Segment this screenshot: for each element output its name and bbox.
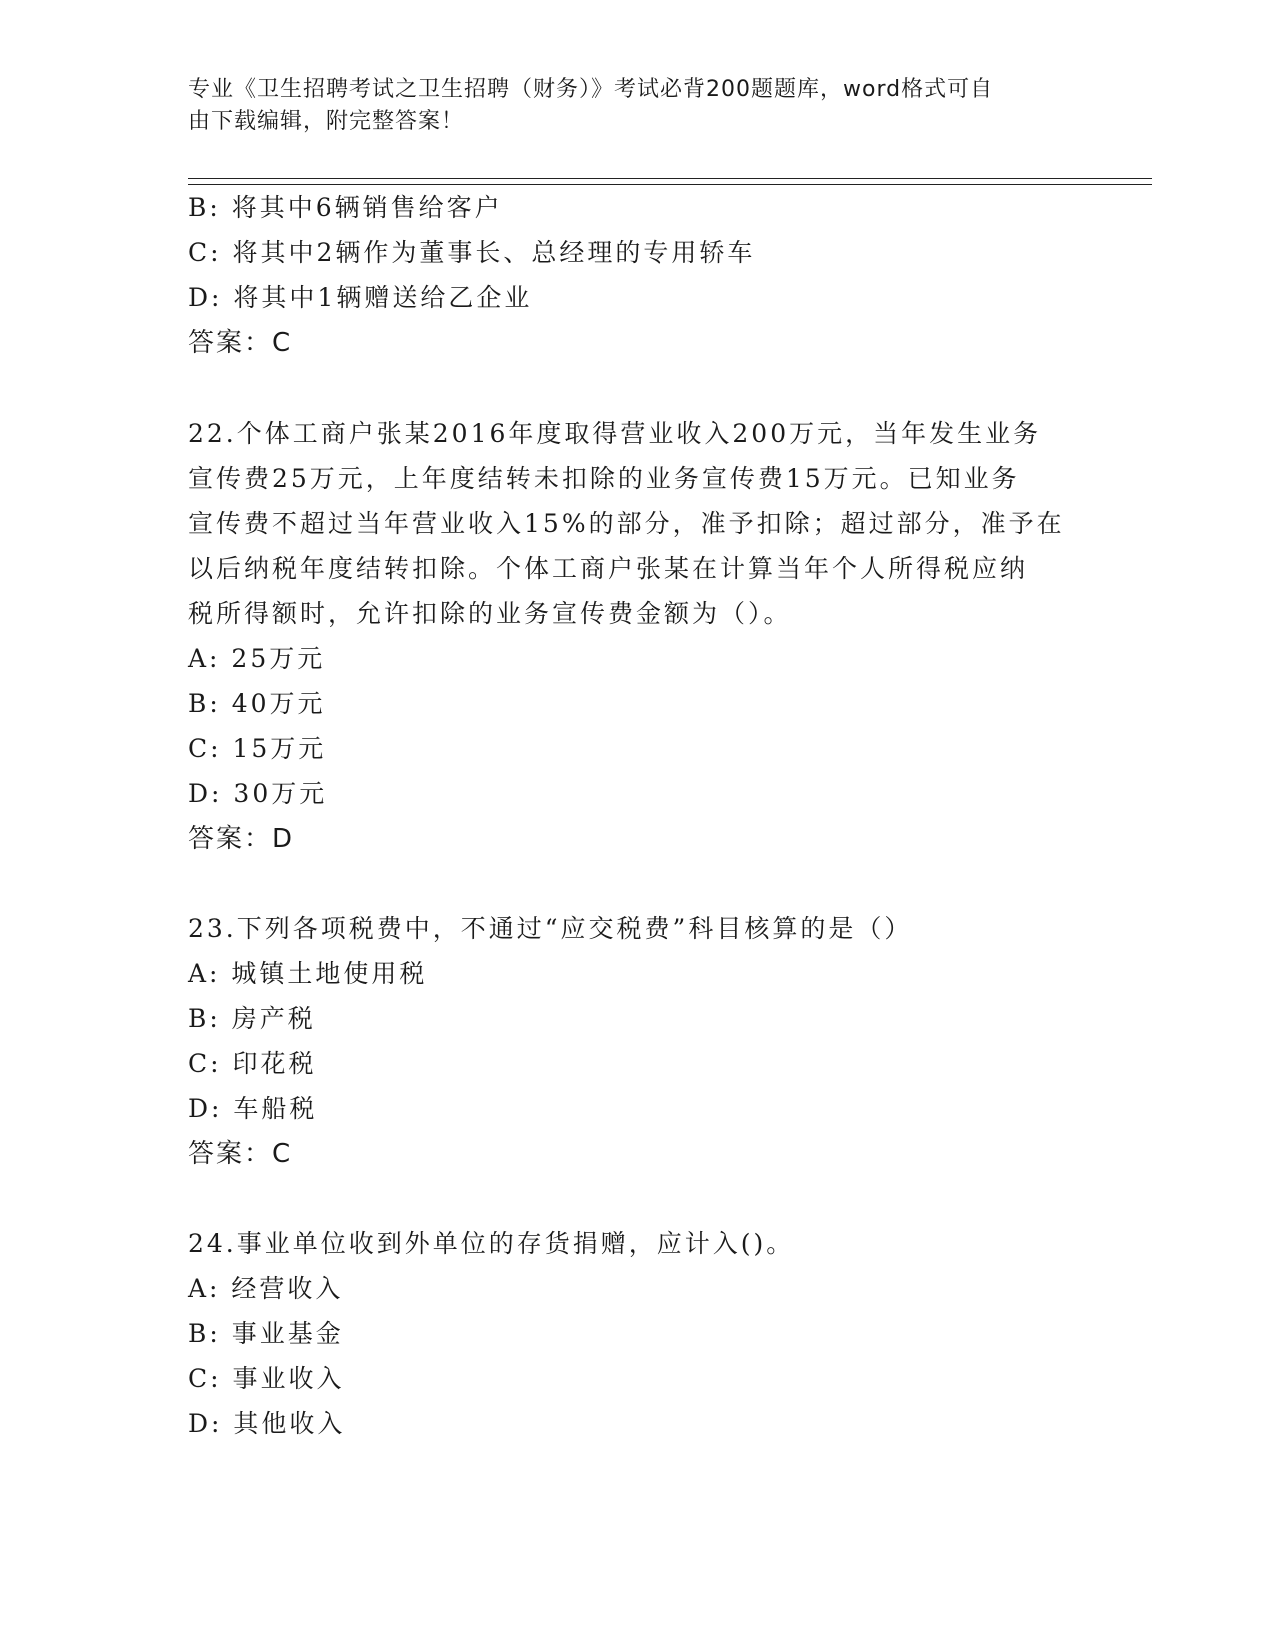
q24-stem: 24.事业单位收到外单位的存货捐赠，应计入()。 — [188, 1229, 795, 1258]
q23-option-c: C: 印花税 — [188, 1049, 317, 1078]
q24-option-d: D: 其他收入 — [188, 1409, 346, 1438]
q24-option-a: A: 经营收入 — [188, 1274, 344, 1303]
document-header — [188, 74, 1088, 138]
q24-option-c: C: 事业收入 — [188, 1364, 345, 1393]
q23-answer: 答案：C — [188, 1139, 293, 1169]
q22-answer: 答案：D — [188, 824, 295, 854]
q22-stem-line-2: 宣传费25万元，上年度结转未扣除的业务宣传费15万元。已知业务 — [188, 464, 1020, 493]
q23-option-d: D: 车船税 — [188, 1094, 318, 1123]
q21-option-b: B: 将其中6辆销售给客户 — [188, 193, 503, 222]
q22-stem-line-3: 宣传费不超过当年营业收入15%的部分，准予扣除；超过部分，准予在 — [188, 509, 1065, 538]
q23-stem: 23.下列各项税费中，不通过“应交税费”科目核算的是（） — [188, 914, 913, 943]
q22-option-a: A: 25万元 — [188, 644, 326, 673]
q21-answer: 答案：C — [188, 328, 293, 358]
q21-option-d: D: 将其中1辆赠送给乙企业 — [188, 283, 533, 312]
q22-stem-line-4: 以后纳税年度结转扣除。个体工商户张某在计算当年个人所得税应纳 — [188, 554, 1029, 583]
q22-stem-line-5: 税所得额时，允许扣除的业务宣传费金额为（）。 — [188, 599, 792, 628]
q21-option-c: C: 将其中2辆作为董事长、总经理的专用轿车 — [188, 238, 756, 267]
header-line-1: 专业《卫生招聘考试之卫生招聘（财务）》考试必背200题题库，word格式可自 — [188, 77, 994, 102]
q22-stem-line-1: 22.个体工商户张某2016年度取得营业收入200万元，当年发生业务 — [188, 419, 1042, 448]
q24-option-b: B: 事业基金 — [188, 1319, 344, 1348]
header-line-2: 由下载编辑，附完整答案！ — [188, 109, 465, 134]
q23-option-b: B: 房产税 — [188, 1004, 316, 1033]
q22-option-b: B: 40万元 — [188, 689, 326, 718]
q22-option-c: C: 15万元 — [188, 734, 327, 763]
header-divider-bottom — [188, 184, 1152, 185]
q23-option-a: A: 城镇土地使用税 — [188, 959, 428, 988]
header-divider-top — [188, 178, 1152, 179]
q22-option-d: D: 30万元 — [188, 779, 328, 808]
